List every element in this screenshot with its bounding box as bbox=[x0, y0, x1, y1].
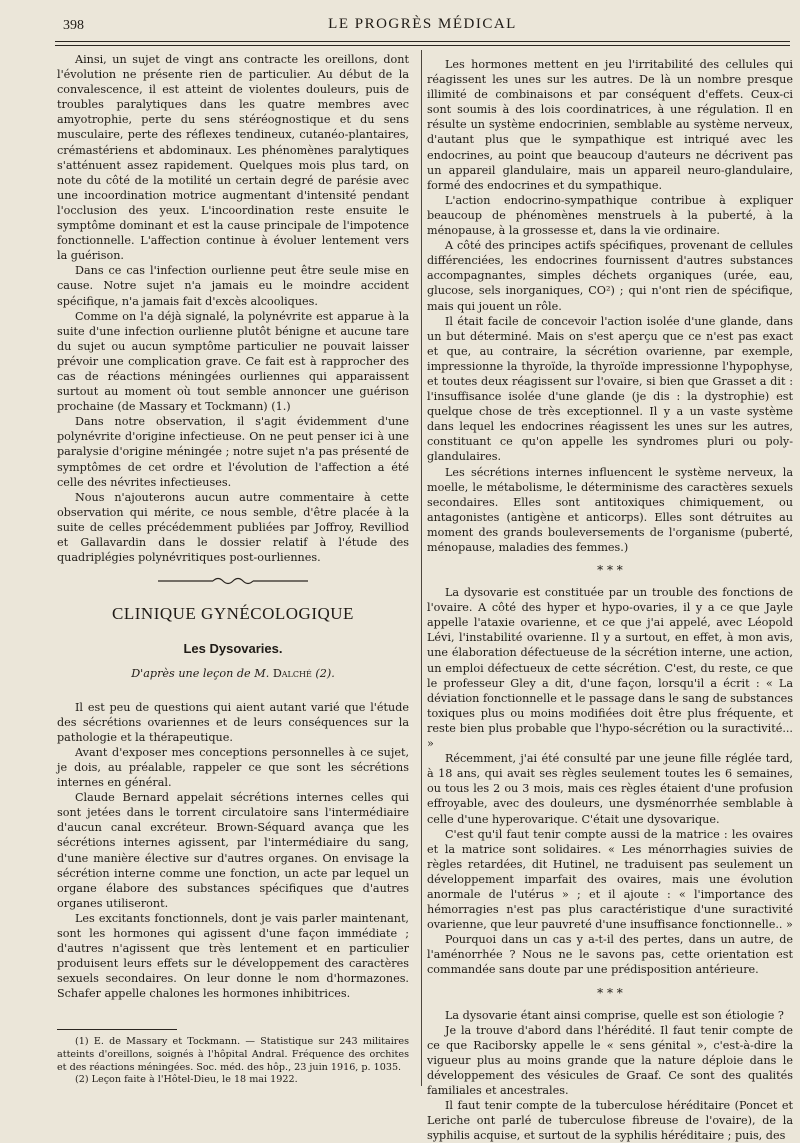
wavy-separator bbox=[57, 575, 409, 590]
article-title: Les Dysovaries. bbox=[183, 641, 283, 657]
paragraph: A côté des principes actifs spécifiques, provenant de cellules différenciées, les endocrines fournissent d'autres substances accompagnantes, simples déchets organiques (urée, eau, glucose, sels inorganiques, CO²) ; qui n'ont rien de spécifique, mais qui jouent un rôle. bbox=[427, 239, 793, 313]
paragraph: Les excitants fonctionnels, dont je vais parler maintenant, sont les hormones qui agissent d'une façon immédiate ; d'autres n'agissent que très lentement et en particulier produisent leurs effets sur le développement des caractères sexuels secondaires. On leur donne le nom d'hormazones. Schafer appelle chalones les hormones inhibitrices. bbox=[57, 911, 409, 1001]
paragraph: La dysovarie est constituée par un trouble des fonctions de l'ovaire. A côté des hyper et hypo-ovaries, il y a ce que Jayle appelle l'ataxie ovarienne, et ce que j'ai appelé, avec Léopold Lévi, l'instabilité ovarienne. Il y a surtout, en effet, à mon avis, une élaboration défectueuse de la sécrétion interne, une action, un emploi défectueux de cette sécrétion. C'est, du reste, ce que le professeur Gley a dit, d'une façon, lorsqu'il a écrit : « La déviation fonctionnelle et le passage dans le sang de substances toxiques plus ou moins modifiées doit être plus fréquente, et reste bien plus probable que l'hypo-sécrétion ou la suractivité... » bbox=[427, 586, 793, 751]
byline bbox=[57, 666, 409, 681]
page-header bbox=[55, 14, 790, 36]
header-rule bbox=[55, 41, 790, 46]
footnote: (1) E. de Massary et Tockmann. — Statistique sur 243 militaires atteints d'oreillons, soignés à l'hôpital Andral. Fréquence des orchites et des réactions méningées. Soc. méd. des hôp., 23 juin 1916, p. 1035. bbox=[57, 1036, 409, 1073]
paragraph: Il était facile de concevoir l'action isolée d'une glande, dans un but déterminé. Mais on s'est aperçu que ce n'est pas exact et que, au contraire, la sécrétion ovarienne, par exemple, impressionne la thyroïde, la thyroïde impressionne l'hypophyse, et toutes deux réagissent sur l'ovaire, si bien que Grasset a dit : l'insuffisance isolée d'une glande (je dis : la dystrophie) est quelque chose de très exceptionnel. Il y a un vaste système dans lequel les endocrines réagissent les unes sur les autres, constituant ce qu'on appelle les syndromes pluri ou poly-glandulaires. bbox=[427, 314, 793, 464]
paragraph: C'est qu'il faut tenir compte aussi de la matrice : les ovaires et la matrice sont solidaires. « Les ménorrhagies suivies de règles retardées, dit Hutinel, ne traduisent pas seulement un développement imparfait des ovaires, mais une évolution anormale de l'utérus » ; et il ajoute : « l'importance des hémorragies n'est pas plus caractéristique d'une suractivité ovarienne, que leur pauvreté d'une insuffisance fonctionnelle.. » bbox=[427, 827, 793, 932]
running-title: LE PROGRÈS MÉDICAL bbox=[328, 16, 517, 32]
byline-prefix: D'après une leçon de M. bbox=[131, 667, 270, 681]
byline-suffix: (2). bbox=[315, 667, 335, 681]
paragraph: Il faut tenir compte de la tuberculose héréditaire (Poncet et Leriche ont parlé de tuberculose fibreuse de l'ovaire), de la syphilis acquise, et surtout de la syphilis héréditaire ; puis, des bbox=[427, 1099, 793, 1143]
paragraph: Dans notre observation, il s'agit évidemment d'une polynévrite d'origine infectieuse. On ne peut penser ici à une paralysie d'origine méningée ; notre sujet n'a pas présenté de symptômes de cet ordre et l'évolution de l'affection a été celle des névrites infectieuses. bbox=[57, 415, 409, 489]
paragraph: Les sécrétions internes influencent le système nerveux, la moelle, le métabolisme, le déterminisme des caractères sexuels secondaires. Elles sont antitoxiques chimiquement, ou antagonistes (antigène et anticorps). Elles sont détruites au moment des grands bouleversements de l'organisme (puberté, ménopause, maladies des femmes.) bbox=[427, 465, 793, 554]
asterism: * * * bbox=[597, 985, 623, 1000]
right-column bbox=[427, 57, 793, 1143]
paragraph: Avant d'exposer mes conceptions personnelles à ce sujet, je dois, au préalable, rappeler ce que sont les sécrétions internes en général. bbox=[57, 745, 409, 790]
paragraph: Je la trouve d'abord dans l'hérédité. Il faut tenir compte de ce que Raciborsky appelle le « sens génital », c'est-à-dire la vigueur plus au moins grande que la nature déploie dans le développement des vésicules de Graaf. Ce sont des qualités familiales et ancestrales. bbox=[427, 1023, 793, 1097]
asterism: * * * bbox=[597, 563, 623, 578]
paragraph: Pourquoi dans un cas y a-t-il des pertes, dans un autre, de l'aménorrhée ? Nous ne le savons pas, cette orientation est commandée sans doute par une prédisposition antérieure. bbox=[427, 933, 793, 977]
paragraph: Les hormones mettent en jeu l'irritabilité des cellules qui réagissent les unes sur les autres. De là un nombre presque illimité de combinaisons et par conséquent d'effets. Ceux-ci sont soumis à des lois coordinatrices, à une régulation. Il en résulte un système endocrinien, semblable au système nerveux, d'autant plus que le sympathique est intriqué avec les endocrines, au point que beaucoup d'auteurs ne décrivent pas un appareil glandulaire, mais un appareil neuro-glandulaire, formé des endocrines et du sympathique. bbox=[427, 58, 793, 192]
paragraph: L'action endocrino-sympathique contribue à expliquer beaucoup de phénomènes menstruels à la puberté, à la ménopause, à la grossesse et, dans la vie ordinaire. bbox=[427, 193, 793, 238]
paragraph: Récemment, j'ai été consulté par une jeune fille réglée tard, à 18 ans, qui avait ses règles seulement toutes les 6 semaines, ou tous les 2 ou 3 mois, mais ces règles étaient d'une profusion effroyable, avec des douleurs, une dysménorrhée semblable à celle d'une hyperovarique. C'était une dysovarique. bbox=[427, 752, 793, 826]
paragraph: La dysovarie étant ainsi comprise, quelle est son étiologie ? bbox=[445, 1008, 784, 1022]
paragraph: Dans ce cas l'infection ourlienne peut être seule mise en cause. Notre sujet n'a jamais eu le moindre accident spécifique, n'a jamais fait d'excès alcooliques. bbox=[57, 264, 409, 308]
paragraph: Comme on l'a déjà signalé, la polynévrite est apparue à la suite d'une infection ourlienne plutôt bénigne et aucune tare du sujet ou aucun symptôme particulier ne pouvait laisser prévoir une complication grave. Ce fait est à rapprocher des cas de réactions méningées ourliennes qui apparaissent surtout au moment où tout semble annoncer une guérison prochaine (de Massary et Tockmann) (1.) bbox=[57, 309, 409, 414]
wavy-separator-ornament bbox=[158, 576, 308, 586]
page-number: 398 bbox=[63, 18, 84, 33]
section-title: CLINIQUE GYNÉCOLOGIQUE bbox=[112, 604, 354, 624]
footnote-rule bbox=[57, 1029, 177, 1030]
paragraph: Il est peu de questions qui aient autant varié que l'étude des sécrétions ovariennes et de leurs conséquences sur la pathologie et la thérapeutique. bbox=[57, 700, 409, 744]
left-column bbox=[57, 52, 409, 1087]
paragraph: Ainsi, un sujet de vingt ans contracte les oreillons, dont l'évolution ne présente rien de particulier. Au début de la convalescence, il est atteint de violentes douleurs, puis de troubles paralytiques dans les quatre membres avec amyotrophie, perte du sens stéréognostique et du sens musculaire, perte des réflexes tendineux, cutanéo-plantaires, crémastériens et abdominaux. Les phénomènes paralytiques s'atténuent assez rapidement. Quelques mois plus tard, on note du côté de la motilité un certain degré de parésie avec une incoordination motrice augmentant d'intensité pendant l'occlusion des yeux. L'incoordination reste ensuite le symptôme dominant et est la cause principale de l'impotence fonctionnelle. L'affection continue à évoluer lentement vers la guérison. bbox=[57, 53, 409, 263]
footnote: (2) Leçon faite à l'Hôtel-Dieu, le 18 mai 1922. bbox=[75, 1074, 298, 1086]
paragraph: Nous n'ajouterons aucun autre commentaire à cette observation qui mérite, ce nous semble, d'être placée à la suite de celles précédemment publiées par Joffroy, Revilliod et Gallavardin dans le dossier relatif à l'étude des quadriplégies polynévritiques post-ourliennes. bbox=[57, 490, 409, 565]
paragraph: Claude Bernard appelait sécrétions internes celles qui sont jetées dans le torrent circulatoire sans l'intermédiaire d'aucun canal excréteur. Brown-Séquard avança que les sécrétions internes agissent, par l'intermédiaire du sang, d'une manière élective sur d'autres organes. On envisage la sécrétion interne comme une fonction, un acte par lequel un organe élabore des substances spécifiques que d'autres organes utiliseront. bbox=[57, 791, 409, 910]
byline-author: Dalché bbox=[272, 667, 312, 681]
column-divider bbox=[421, 50, 422, 1086]
